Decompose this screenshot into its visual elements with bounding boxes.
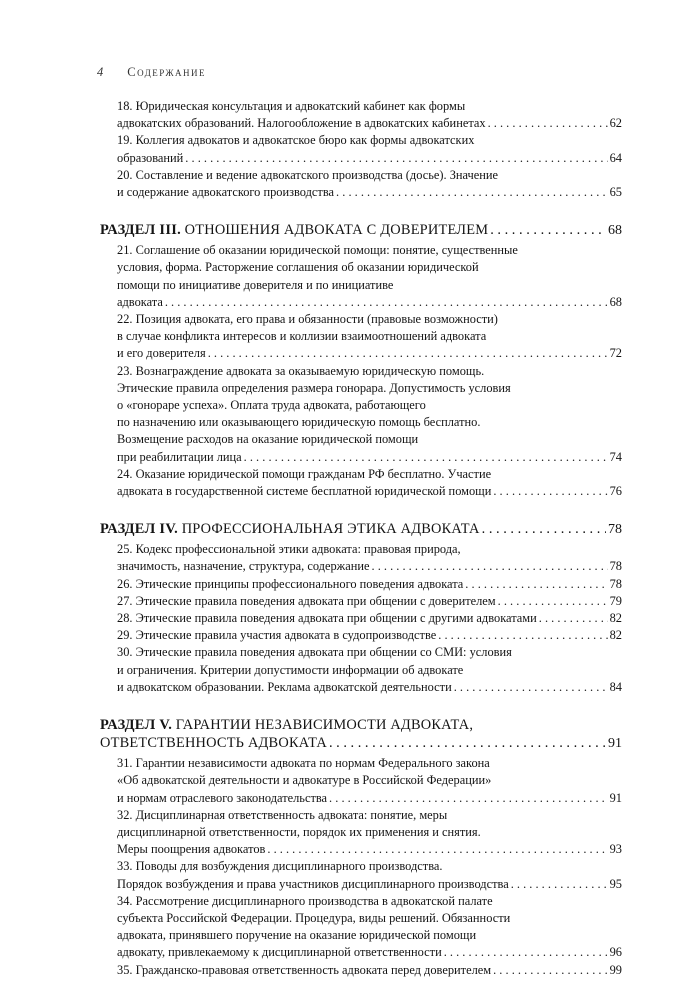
toc-line-with-page [117, 679, 622, 696]
line-text: и содержание адвокатского производства [117, 185, 335, 200]
line-text: 30. Этические правила поведения адвоката при общении со СМИ: условия [117, 645, 512, 660]
entry-text [117, 825, 481, 839]
dot-leader [329, 734, 606, 752]
toc-entry [100, 807, 622, 859]
line-text: 35. Гражданско-правовая ответственность адвоката перед доверителем [117, 962, 492, 977]
line-text: 19. Коллегия адвокатов и адвокатское бюро как формы адвокатских [117, 133, 475, 148]
page-ref: 65 [609, 185, 622, 200]
dot-leader [185, 150, 607, 167]
entry-text [117, 150, 183, 167]
entry-text [117, 542, 461, 556]
line-text: по назначению или оказывающего юридическую помощь бесплатно. [117, 415, 481, 430]
dot-leader [165, 294, 608, 311]
entry-text [117, 773, 491, 787]
page-ref: 78 [609, 576, 622, 591]
toc-entry [100, 98, 622, 132]
line-text: 28. Этические правила поведения адвоката при общении с другими адвокатами [117, 611, 537, 626]
page-ref: 74 [609, 449, 622, 464]
toc-line [117, 397, 622, 414]
toc-entry [100, 167, 622, 201]
toc-line [100, 716, 622, 734]
line-text: 21. Соглашение об оказании юридической помощи: понятие, существенные [117, 243, 518, 258]
line-text: образований [117, 150, 184, 165]
entry-text [117, 415, 480, 429]
toc-line-with-page [117, 184, 622, 201]
entry-text [117, 576, 463, 593]
page-ref: 93 [609, 842, 622, 857]
entry-text [117, 808, 447, 822]
page-ref: 82 [609, 628, 622, 643]
entry-text [117, 756, 490, 770]
toc-entry [100, 644, 622, 696]
toc-line-with-page [117, 627, 622, 644]
toc-line-with-page [117, 558, 622, 575]
toc-line-with-page [117, 876, 622, 893]
page-ref: 95 [609, 876, 622, 891]
toc-entry [100, 858, 622, 892]
line-text: 25. Кодекс профессиональной этики адвоката: правовая природа, [117, 542, 461, 557]
toc-line [117, 893, 622, 910]
toc-line [117, 644, 622, 661]
line-text: 20. Составление и ведение адвокатского производства (досье). Значение [117, 167, 499, 182]
line-text: и ограничения. Критерии допустимости информации об адвокате [117, 662, 464, 677]
running-title: Содержание [127, 64, 207, 79]
line-text: 22. Позиция адвоката, его права и обязанности (правовые возможности) [117, 312, 498, 327]
line-text: 32. Дисциплинарная ответственность адвоката: понятие, меры [117, 807, 448, 822]
line-text: 33. Поводы для возбуждения дисциплинарного производства. [117, 859, 443, 874]
dot-leader [454, 679, 608, 696]
entry-text [117, 312, 498, 326]
dot-leader [372, 558, 608, 575]
entry-text [117, 260, 479, 274]
line-text: условия, форма. Расторжение соглашения об оказании юридической [117, 260, 479, 275]
entry-text [117, 558, 370, 575]
toc-line [117, 772, 622, 789]
toc-line-with-page [117, 790, 622, 807]
dot-leader [444, 944, 608, 961]
entry-text [117, 593, 496, 610]
line-text: Возмещение расходов на оказание юридической помощи [117, 432, 419, 447]
page-ref: 68 [608, 223, 622, 239]
toc-line-with-page [117, 593, 622, 610]
dot-leader [336, 184, 608, 201]
toc-line-with-page [117, 841, 622, 858]
line-text: 18. Юридическая консультация и адвокатский кабинет как формы [117, 99, 466, 113]
toc-line [117, 363, 622, 380]
toc-line-with-page [117, 944, 622, 961]
toc-line [117, 807, 622, 824]
entry-text [117, 962, 491, 979]
line-text: адвоката, принявшего поручение на оказание юридической помощи [117, 928, 477, 943]
entry-text [117, 876, 509, 893]
entry-text [117, 790, 327, 807]
toc-entry [100, 363, 622, 466]
entry-text [117, 381, 511, 395]
section-label: РАЗДЕЛ III. [100, 222, 182, 239]
toc-line [117, 414, 622, 431]
line-text: значимость, назначение, структура, содержание [117, 559, 370, 574]
entry-text [117, 467, 491, 481]
toc-line [117, 328, 622, 345]
line-text: 23. Вознаграждение адвоката за оказываемую юридическую помощь. [117, 363, 485, 378]
toc-entry [100, 242, 622, 311]
toc-line [117, 858, 622, 875]
entry-text [117, 432, 418, 446]
toc-line-with-page [117, 345, 622, 362]
section-label: РАЗДЕЛ V. [100, 717, 173, 734]
line-text: «Об адвокатской деятельности и адвокатуре в Российской Федерации» [117, 773, 492, 788]
section-heading [100, 520, 622, 539]
toc-line [117, 824, 622, 841]
entry-text [100, 717, 473, 733]
dot-leader [490, 221, 606, 239]
entry-text [117, 894, 493, 908]
line-text: 27. Этические правила поведения адвоката при общении с доверителем [117, 593, 496, 608]
page-ref: 82 [609, 611, 622, 626]
toc-entry [100, 962, 622, 979]
toc-line [117, 259, 622, 276]
line-text: адвоката [117, 294, 163, 309]
dot-leader [493, 962, 608, 979]
dot-leader [208, 345, 608, 362]
toc-line [117, 466, 622, 483]
page-ref: 99 [609, 962, 622, 977]
entry-text [100, 221, 488, 239]
toc-line-with-page [100, 734, 622, 753]
page-ref: 91 [609, 790, 622, 805]
toc-line [117, 311, 622, 328]
toc-entry [100, 627, 622, 644]
dot-leader [488, 115, 608, 132]
page-ref: 76 [609, 484, 622, 499]
dot-leader [493, 483, 607, 500]
page-ref: 84 [609, 679, 622, 694]
entry-text [117, 645, 512, 659]
entry-text [117, 627, 436, 644]
toc-line [117, 927, 622, 944]
toc-entry [100, 610, 622, 627]
toc-line [117, 167, 622, 184]
running-header [97, 62, 206, 82]
entry-text [117, 944, 442, 961]
page-number: 4 [97, 64, 104, 79]
toc-entry [100, 541, 622, 575]
toc-entry [100, 593, 622, 610]
toc-line [117, 98, 622, 115]
dot-leader [482, 520, 606, 538]
line-text: субъекта Российской Федерации. Процедура, виды решений. Обязанности [117, 910, 511, 925]
entry-text [117, 243, 518, 257]
line-text: при реабилитации лица [117, 449, 242, 464]
dot-leader [329, 790, 608, 807]
dot-leader [438, 627, 607, 644]
entry-text [117, 841, 265, 858]
entry-text [117, 294, 163, 311]
page-ref: 72 [609, 346, 622, 361]
toc-line-with-page [117, 576, 622, 593]
entry-text [117, 663, 463, 677]
entry-text [117, 133, 474, 147]
dot-leader [498, 593, 608, 610]
line-text: 29. Этические правила участия адвоката в судопроизводстве [117, 628, 437, 643]
toc-line-with-page [100, 520, 622, 539]
toc-entry [100, 311, 622, 363]
entry-text [117, 168, 498, 182]
toc-line-with-page [117, 962, 622, 979]
line-text: 24. Оказание юридической помощи гражданам РФ бесплатно. Участие [117, 466, 492, 481]
line-text: ОТНОШЕНИЯ АДВОКАТА С ДОВЕРИТЕЛЕМ [184, 222, 489, 239]
entry-text [117, 345, 206, 362]
entry-text [117, 398, 426, 412]
entry-text [117, 184, 334, 201]
toc-line [117, 431, 622, 448]
entry-text [117, 329, 486, 343]
table-of-contents [100, 98, 622, 979]
toc-line [117, 541, 622, 558]
entry-text [117, 364, 484, 378]
entry-text [117, 679, 452, 696]
page-ref: 79 [609, 593, 622, 608]
entry-text [117, 928, 476, 942]
section-label: РАЗДЕЛ IV. [100, 521, 179, 538]
toc-line [117, 662, 622, 679]
page-ref: 62 [609, 116, 622, 131]
toc-line-with-page [117, 294, 622, 311]
line-text: о «гонораре успеха». Оплата труда адвоката, работающего [117, 398, 426, 413]
line-text: помощи по инициативе доверителя и по инициативе [117, 277, 394, 292]
entry-text [117, 911, 510, 925]
line-text: и его доверителя [117, 346, 206, 361]
toc-line [117, 242, 622, 259]
line-text: Меры поощрения адвокатов [117, 842, 266, 857]
toc-line [117, 277, 622, 294]
toc-line [117, 132, 622, 149]
toc-entry [100, 576, 622, 593]
entry-text [117, 115, 486, 132]
toc-line [117, 910, 622, 927]
toc-entry [100, 893, 622, 962]
toc-line-with-page [117, 449, 622, 466]
page-ref: 68 [609, 294, 622, 309]
entry-text [100, 520, 480, 538]
dot-leader [511, 876, 608, 893]
toc-line-with-page [117, 483, 622, 500]
line-text: адвокату, привлекаемому к дисциплинарной ответственности [117, 945, 442, 960]
line-text: Порядок возбуждения и права участников дисциплинарного производства [117, 876, 509, 891]
toc-line-with-page [117, 115, 622, 132]
line-text: ГАРАНТИИ НЕЗАВИСИМОСТИ АДВОКАТА, [175, 717, 474, 734]
toc-line-with-page [117, 150, 622, 167]
dot-leader [267, 841, 607, 858]
entry-text [100, 734, 327, 752]
toc-line-with-page [117, 610, 622, 627]
entry-text [117, 449, 242, 466]
section-heading [100, 221, 622, 240]
line-text: дисциплинарной ответственности, порядок их применения и снятия. [117, 824, 481, 839]
line-text: ОТВЕТСТВЕННОСТЬ АДВОКАТА [100, 735, 327, 752]
dot-leader [539, 610, 608, 627]
line-text: 34. Рассмотрение дисциплинарного производства в адвокатской палате [117, 893, 493, 908]
line-text: и адвокатском образовании. Реклама адвокатской деятельности [117, 679, 452, 694]
line-text: адвоката в государственной системе бесплатной юридической помощи [117, 484, 492, 499]
dot-leader [465, 576, 607, 593]
page-ref: 78 [608, 522, 622, 538]
line-text: Этические правила определения размера гонорара. Допустимость условия [117, 380, 511, 395]
entry-text [117, 483, 491, 500]
toc-line-with-page [100, 221, 622, 240]
line-text: и нормам отраслевого законодательства [117, 790, 328, 805]
entry-text [117, 610, 537, 627]
line-text: адвокатских образований. Налогообложение в адвокатских кабинетах [117, 116, 486, 131]
line-text: в случае конфликта интересов и коллизии взаимоотношений адвоката [117, 329, 487, 344]
toc-entry [100, 755, 622, 807]
page-ref: 78 [609, 559, 622, 574]
line-text: ПРОФЕССИОНАЛЬНАЯ ЭТИКА АДВОКАТА [181, 521, 480, 538]
page-ref: 91 [608, 736, 622, 752]
entry-text [117, 99, 465, 113]
page-ref: 96 [609, 945, 622, 960]
dot-leader [244, 449, 608, 466]
toc-entry [100, 132, 622, 166]
entry-text [117, 278, 393, 292]
line-text: 31. Гарантии независимости адвоката по нормам Федерального закона [117, 756, 490, 771]
page-ref: 64 [609, 150, 622, 165]
toc-line [117, 380, 622, 397]
line-text: 26. Этические принципы профессионального поведения адвоката [117, 576, 464, 591]
toc-line [117, 755, 622, 772]
section-heading [100, 716, 622, 753]
entry-text [117, 859, 443, 873]
toc-entry [100, 466, 622, 500]
